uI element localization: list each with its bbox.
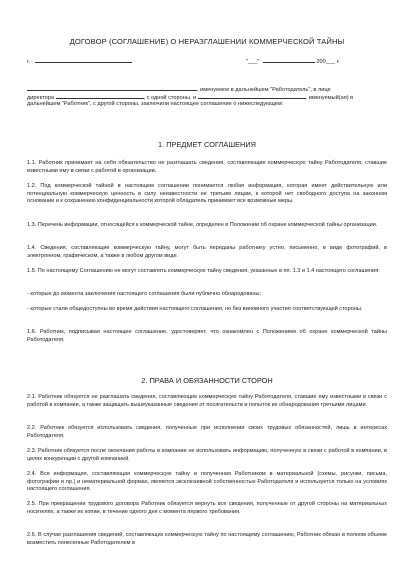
clause-1-1: 1.1. Работник принимает на себя обязательство не разглашать сведения, составляющие коммерческую тайну Работодателя, ставшие известными ему в связи с работой в организации.	[27, 160, 387, 174]
city-prefix: г.	[27, 59, 30, 65]
clause-2-1: 2.1. Работник обязуется не разглашать сведения, составляющие коммерческую тайну Работодателя, ставшие ему известными в связи с работой в компании, а также защищать вышеуказанные сведения от посягательств и попыток их обнародования третьими лицами.	[27, 394, 387, 408]
parties-line-2-start: директора	[27, 95, 54, 101]
clause-1-6: 1.6. Работник, подписывая настоящее соглашение, удостоверяет, что ознакомлен с Положением об охране коммерческой тайны Работодателя.	[27, 329, 387, 343]
city-blank	[35, 57, 132, 63]
clause-2-2: 2.2. Работник обязуется использовать сведения, полученные при исполнении своих трудовых обязанностей, лишь в интересах Работодателя.	[27, 425, 387, 439]
clause-1-5-item-2: - которые стали общедоступны во время действия настоящего соглашения, но без виновного участия соответствующей стороны.	[27, 306, 363, 312]
parties-line-2-end: , именуемый(ая) в	[305, 95, 354, 101]
clause-2-6: 2.6. В случае разглашения сведений, составляющих коммерческую тайну по настоящему соглашению, Работник обязан в полном объеме возместить понесенные Работодателем в	[27, 532, 387, 546]
date-line	[246, 57, 340, 66]
director-name-blank	[56, 93, 144, 99]
clause-2-5: 2.5. При прекращении трудового договора Работник обязуется вернуть все сведения, полученные от другой стороны на материальных носителях, а также их копии, в течение одного дня с момента первого требования.	[27, 501, 387, 515]
date-prefix: "___"	[246, 59, 260, 65]
city-line	[27, 57, 132, 66]
clause-2-4: 2.4. Вся информация, составляющая коммерческую тайну и полученная Работником в материальной (схемы, рисунки, письма, фотографии и пр.) и нематериальной формах, является эксклюзивной собственностью Работодателя и используется только на условиях настоящего соглашения.	[27, 471, 387, 493]
employer-name-blank	[27, 85, 197, 91]
year-suffix: 200___ г.	[316, 59, 340, 65]
clause-1-2: 1.2. Под коммерческой тайной в настоящем соглашении понимается любая информация, которая имеет действительную или потенциальную коммерческую ценность в силу неизвестности ее третьим лицам, к которой нет свободного доступа на законном основании и к сохранению конфиденциальности которой обладатель принимает все возможные меры.	[27, 183, 387, 205]
employee-name-blank	[198, 93, 306, 99]
parties-line-1-text: , именуемое в дальнейшем "Работодатель", в лице	[197, 87, 331, 93]
clause-1-4: 1.4. Сведения, составляющие коммерческую тайну, могут быть переданы работнику устно, письменно, в виде фотографий, в электронном, графическом, а также в любом другом виде.	[27, 245, 387, 259]
clause-1-5: 1.5. По настоящему Соглашению не могут составлять коммерческую тайну сведения, указанные в пп. 1.3 и 1.4 настоящего соглашения:	[27, 268, 380, 274]
clause-2-3: 2.3. Работник обязуется после окончания работы в компании не использовать информацию, полученную в связи с работой в компании, в целях конкуренции с другой компанией.	[27, 448, 387, 462]
date-month-blank	[263, 57, 315, 63]
parties-line-3: дальнейшем "Работник", с другой стороны, заключили настоящее соглашение о нижеследующем:	[27, 101, 284, 107]
document-title: ДОГОВОР (СОГЛАШЕНИЕ) О НЕРАЗГЛАШЕНИИ КОММЕРЧЕСКОЙ ТАЙНЫ	[69, 37, 345, 46]
parties-line-2-mid: , с одной стороны, и	[143, 95, 197, 101]
section-2-heading: 2. ПРАВА И ОБЯЗАННОСТИ СТОРОН	[141, 376, 273, 385]
clause-1-5-item-1: - которые до момента заключения настоящего соглашения были публично обнародованы;	[27, 291, 262, 297]
clause-1-3: 1.3. Перечень информации, относящейся к коммерческой тайне, определен в Положении об охране коммерческой тайны организации.	[27, 222, 378, 228]
section-1-heading: 1. ПРЕДМЕТ СОГЛАШЕНИЯ	[157, 140, 257, 149]
